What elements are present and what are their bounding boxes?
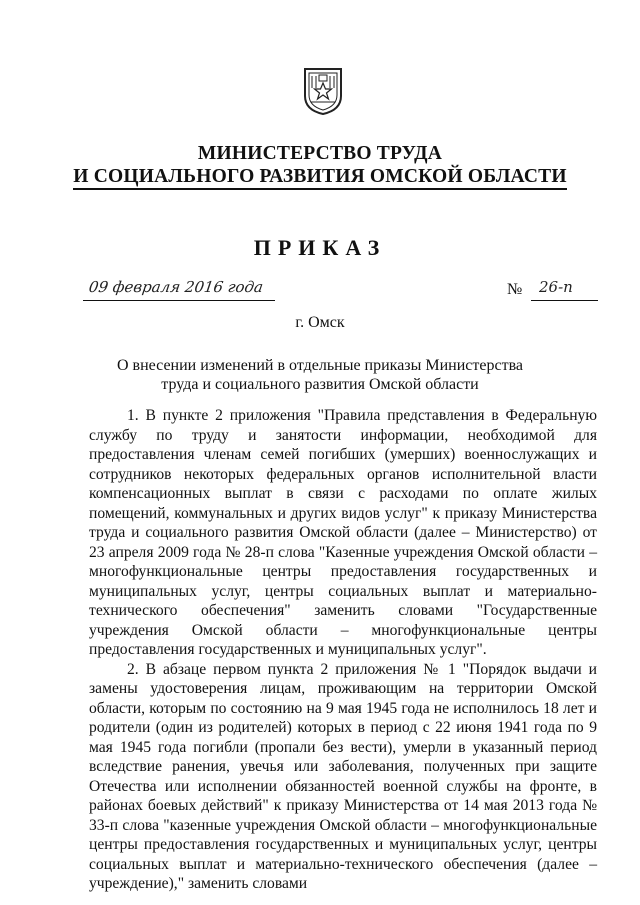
order-subject: О внесении изменений в отдельные приказы Министерства труда и социального развития Омской области (116, 357, 524, 393)
paragraph-1: 1. В пункте 2 приложения "Правила представления в Федеральную службу по труду и занятости информации, необходимой для предоставления членам семей погибших (умерших) военнослужащих и сотрудников некоторых федеральных органов исполнительной власти компенсационных выплат в связи с расходами по оплате жилых помещений, коммунальных и других видов услуг" к приказу Министерства труда и социального развития Омской области (далее – Министерство) от 23 апреля 2009 года № 28-п слова "Казенные учреждения Омской области – многофункциональные центры предоставления государственных и муниципальных услуг, центры социальных выплат и материально-технического обеспечения" заменить словами "Государственные учреждения Омской области – многофункциональные центры предоставления государственных и муниципальных услуг". (89, 407, 597, 658)
ministry-name-line2 (0, 166, 640, 188)
ministry-name-line1: МИНИСТЕРСТВО ТРУДА (197, 143, 443, 164)
city: г. Омск (295, 314, 345, 331)
number-field (531, 280, 598, 301)
ministry-name-line2-text: И СОЦИАЛЬНОГО РАЗВИТИЯ ОМСКОЙ ОБЛАСТИ (73, 166, 566, 190)
number-label: № (507, 281, 523, 298)
handwritten-date: 09 февраля 2016 года (87, 278, 265, 296)
handwritten-number: 26-п (539, 278, 573, 296)
date-field (83, 280, 275, 301)
paragraph-2: 2. В абзаце первом пункта 2 приложения № 1 "Порядок выдачи и замены удостоверения лицам, проживающим на территории Омской области, которым по состоянию на 9 мая 1945 года не исполнилось 18 лет и родители (один из родителей) которых в период с 22 июня 1941 года по 9 мая 1945 года погибли (пропали без вести), умерли в указанный период вследствие ранения, увечья или заболевания, полученных при защите Отечества или исполнении обязанностей военной службы на фронте, в районах боевых действий" к приказу Министерства от 14 мая 2013 года № 33-п слова "казенные учреждения Омской области – многофункциональные центры предоставления государственных и муниципальных услуг, центры социальных выплат и материально-технического обеспечения (далее – учреждение)," заменить словами (89, 660, 597, 892)
coat-of-arms-icon (302, 66, 344, 116)
order-body (89, 406, 597, 894)
document-title: ПРИКАЗ (253, 235, 387, 260)
